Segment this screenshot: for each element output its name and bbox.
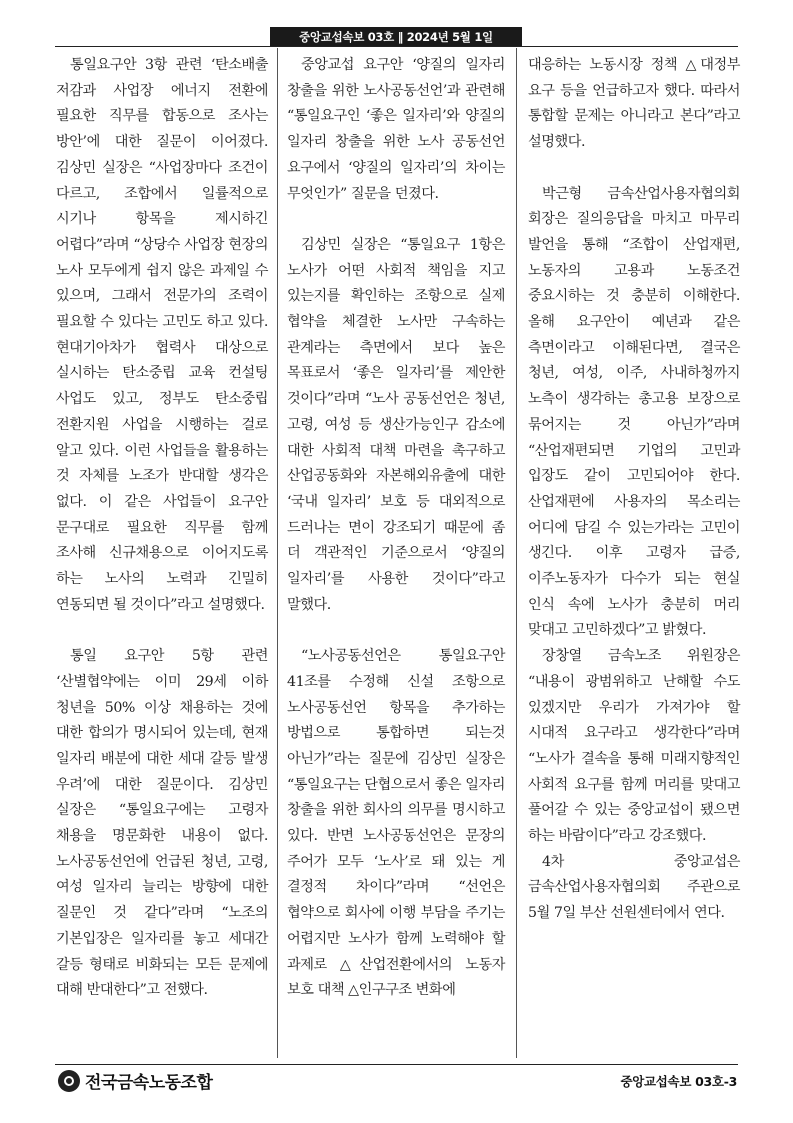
article-column-1 [56,53,268,1004]
paragraph: “노사공동선언은 통일요구안 41조를 수정해 신설 조항으로 노사공동선언 항목을 추가하는 방법으로 통합하면 되는것 아닌가”라는 질문에 김상민 실장은 “통일요구는 단협으로서 좋은 일자리 창출을 위한 회사의 의무를 명시하고 있다. 반면 노사공동선언은 문장의 주어가 모두 ‘노사’로 돼 있는 게 결정적 차이다”라며 “선언은 협약으로 회사에 이행 부담을 주기는 어렵지만 노사가 함께 노력해야 할 과제로 △산업전환에서의 노동자 보호 대책 △인구구조 변화에 [287,648,505,999]
masthead-banner [270,27,522,47]
paragraph: 박근형 금속산업사용자협의회 회장은 질의응답을 마치고 마무리 발언을 통해 “조합이 산업재편, 노동자의 고용과 노동조건 중요시하는 것 충분히 이해한다. 올해 요구안이 예년과 같은 측면이라고 이해된다면, 결국은 청년, 여성, 이주, 사내하청까지 노측이 생각하는 총고용 보장으로 묶어지는 것 아닌가”라며 “산업재편되면 기업의 고민과 입장도 같이 고민되어야 한다. 산업재편에 사용자의 목소리는 어디에 담길 수 있는가라는 고민이 생긴다. 이후 고령자 급증, 이주노동자가 다수가 되는 현실 인식 속에 노사가 충분히 머리 맞대고 고민하겠다”고 밝혔다. [528,185,740,639]
paragraph: 4차 중앙교섭은 금속산업사용자협의회 주관으로 5월 7일 부산 선원센터에서 연다. [528,853,740,922]
footer-page-label: 중앙교섭속보 03호-3 [620,1074,737,1089]
article-column-2 [287,53,505,1004]
masthead-title: 중앙교섭속보 03호 ‖ 2024년 5월 1일 [299,30,493,44]
union-emblem-icon [58,1070,80,1092]
article-column-3 [528,53,740,927]
footer-logo [58,1068,212,1093]
paragraph: 통일 요구안 5항 관련 ‘산별협약에는 이미 29세 이하 청년을 50% 이상 채용하는 것에 대한 합의가 명시되어 있는데, 현재 일자리 배분에 대한 세대 갈등 발생 우려’에 대한 질문이다. 김상민 실장은 “통일요구에는 고령자 채용을 명문화한 내용이 없다. 노사공동선언에 언급된 청년, 고령, 여성 일자리 늘리는 방향에 대한 질문인 것 같다”라며 “노조의 기본입장은 일자리를 놓고 세대간 갈등 형태로 비화되는 모든 문제에 대해 반대한다”고 전했다. [56,648,268,999]
column-divider [277,48,278,1058]
column-divider [516,48,517,1058]
paragraph: 통일요구안 3항 관련 ‘탄소배출 저감과 사업장 에너지 전환에 필요한 직무를 합동으로 조사는 방안’에 대한 질문이 이어졌다. 김상민 실장은 “사업장마다 조건이 다르고, 조합에서 일률적으로 시기나 항목을 제시하긴 어렵다”라며 “상당수 사업장 현장의 노사 모두에게 쉽지 않은 과제일 수 있으며, 그래서 전문가의 조력이 필요할 수 있다는 고민도 하고 있다. 현대기아차가 협력사 대상으로 실시하는 탄소중립 교육 컨설팅 사업도 있고, 정부도 탄소중립 전환지원 사업을 시행하는 걸로 알고 있다. 이런 사업들을 활용하는 것 자체를 노조가 반대할 생각은 없다. 이 같은 사업들이 요구안 문구대로 필요한 직무를 함께 조사해 신규채용으로 이어지도록 하는 노사의 노력과 긴밀히 연동되면 될 것이다”라고 설명했다. [56,57,268,613]
bottom-divider [55,1064,738,1065]
top-divider [55,46,738,47]
paragraph: 김상민 실장은 “통일요구 1항은 노사가 어떤 사회적 책임을 지고 있는지를 확인하는 조항으로 실제 협약을 체결한 노사만 구속하는 관계라는 측면에서 보다 높은 목표로서 ‘좋은 일자리’를 제안한 것이다”라며 “노사 공동선언은 청년, 고령, 여성 등 생산가능인구 감소에 대한 사회적 대책 마련을 촉구하고 산업공동화와 자본해외유출에 대한 ‘국내 일자리’ 보호 등 대외적으로 드러나는 면이 강조되기 때문에 좀 더 객관적인 기준으로서 ‘양질의 일자리’를 사용한 것이다”라고 말했다. [287,236,505,613]
paragraph: 장창열 금속노조 위원장은 “내용이 광범위하고 난해할 수도 있겠지만 우리가 가져가야 할 시대적 요구라고 생각한다”라며 “노사가 결속을 통해 미래지향적인 사회적 요구를 함께 머리를 맞대고 풀어갈 수 있는 중앙교섭이 됐으면 하는 바람이다”라고 강조했다. [528,648,740,845]
footer-org-name: 전국금속노동조합 [85,1073,213,1093]
paragraph: 대응하는 노동시장 정책 △대정부 요구 등을 언급하고자 했다. 따라서 통합할 문제는 아니라고 본다”라고 설명했다. [528,57,740,151]
paragraph: 중앙교섭 요구안 ‘양질의 일자리 창출을 위한 노사공동선언’과 관련해 “통일요구인 ‘좋은 일자리’와 양질의 일자리 창출을 위한 노사 공동선언 요구에서 ‘양질의 일자리’의 차이는 무엇인가” 질문을 던졌다. [287,57,505,202]
